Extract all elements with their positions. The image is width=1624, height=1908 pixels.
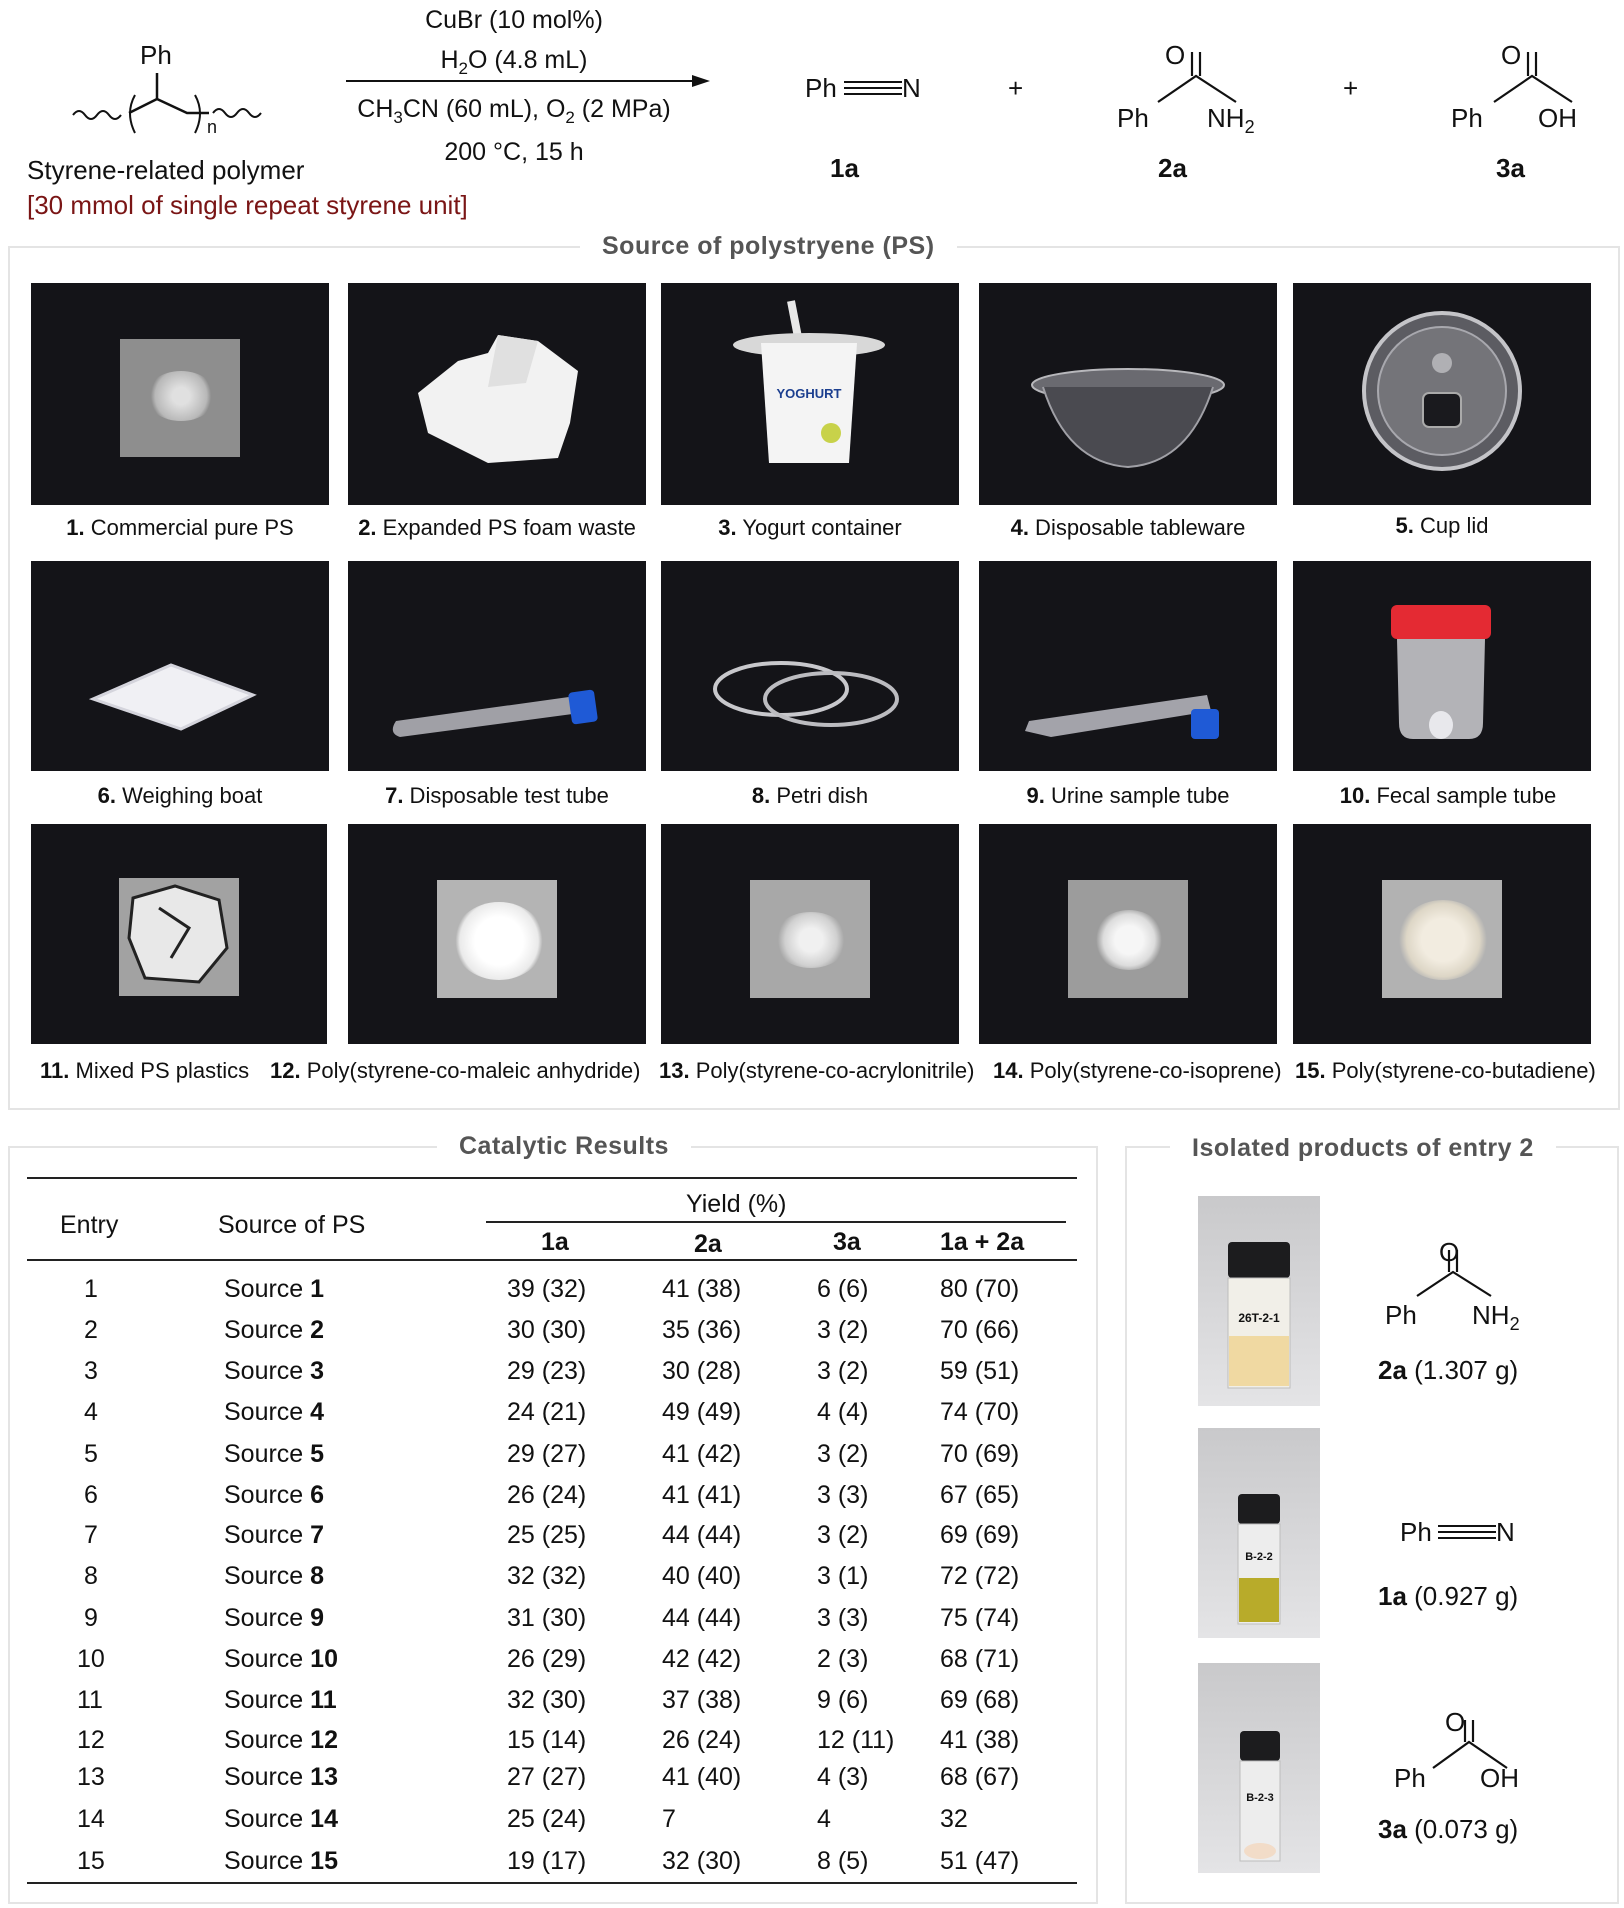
table-cell-entry: 5 xyxy=(84,1440,98,1468)
table-cell-sum: 75 (74) xyxy=(940,1604,1020,1632)
caption-source-8: 8. Petri dish xyxy=(751,783,869,808)
table-cell-source: Source 5 xyxy=(224,1440,325,1468)
caption-source-13: 13. Poly(styrene-co-acrylonitrile) xyxy=(659,1058,975,1083)
table-cell-3a: 3 (2) xyxy=(817,1357,869,1385)
photo-weighing-boat xyxy=(31,561,329,771)
table-cell-2a: 30 (28) xyxy=(662,1357,742,1385)
isolated-1a-ph: Ph xyxy=(1400,1517,1432,1547)
product-1a-ph: Ph xyxy=(805,73,837,103)
table-cell-2a: 49 (49) xyxy=(662,1398,742,1426)
caption-source-14: 14. Poly(styrene-co-isoprene) xyxy=(993,1058,1282,1083)
photo-yogurt-container xyxy=(661,283,959,505)
table-cell-sum: 51 (47) xyxy=(940,1847,1020,1875)
table-cell-1a: 27 (27) xyxy=(507,1763,587,1791)
vial-photo-1a xyxy=(1198,1428,1320,1638)
table-cell-sum: 32 xyxy=(940,1805,968,1833)
table-cell-entry: 1 xyxy=(84,1275,98,1303)
table-cell-entry: 11 xyxy=(77,1686,103,1714)
table-cell-entry: 3 xyxy=(84,1357,98,1385)
table-cell-source: Source 15 xyxy=(224,1847,338,1875)
photo-urine-sample-tube xyxy=(979,561,1277,771)
caption-source-15: 15. Poly(styrene-co-butadiene) xyxy=(1295,1058,1596,1083)
product-2a-nh2: $NH_2$ xyxy=(1207,103,1255,138)
polymer-n-label: n xyxy=(207,117,218,137)
vial-photo-2a xyxy=(1198,1196,1320,1406)
table-cell-1a: 32 (32) xyxy=(507,1562,587,1590)
polymer-name: Styrene-related polymer xyxy=(27,155,305,185)
table-cell-source: Source 3 xyxy=(224,1357,325,1385)
table-cell-1a: 15 (14) xyxy=(507,1726,587,1754)
table-cell-sum: 67 (65) xyxy=(940,1481,1020,1509)
photo-petri-dish xyxy=(661,561,959,771)
table-cell-2a: 37 (38) xyxy=(662,1686,742,1714)
table-cell-source: Source 12 xyxy=(224,1726,338,1754)
table-cell-3a: 3 (2) xyxy=(817,1316,869,1344)
table-cell-3a: 2 (3) xyxy=(817,1645,869,1673)
table-cell-3a: 12 (11) xyxy=(817,1726,895,1754)
table-cell-sum: 72 (72) xyxy=(940,1562,1020,1590)
photo-disposable-test-tube xyxy=(348,561,646,771)
photo-mixed-ps-plastics xyxy=(31,824,327,1044)
col-header-sum: 1a + 2a xyxy=(940,1228,1025,1256)
table-cell-3a: 4 (4) xyxy=(817,1398,869,1426)
isolated-3a-o: O xyxy=(1445,1707,1466,1737)
table-cell-sum: 69 (68) xyxy=(940,1686,1020,1714)
table-cell-2a: 42 (42) xyxy=(662,1645,742,1673)
table-cell-sum: 70 (66) xyxy=(940,1316,1020,1344)
caption-source-3: 3. Yogurt container xyxy=(718,515,902,540)
table-cell-2a: 44 (44) xyxy=(662,1521,742,1549)
product-2a-label: 2a xyxy=(1158,153,1187,183)
table-cell-entry: 2 xyxy=(84,1316,98,1344)
table-cell-3a: 3 (2) xyxy=(817,1440,869,1468)
col-header-2a: 2a xyxy=(694,1230,722,1258)
product-3a-ph: Ph xyxy=(1451,103,1483,133)
table-cell-3a: 9 (6) xyxy=(817,1686,869,1714)
product-3a-label: 3a xyxy=(1496,153,1525,183)
table-cell-entry: 8 xyxy=(84,1562,98,1590)
product-1a-n: N xyxy=(902,73,921,103)
photo-poly-styrene-maleic-anhydride xyxy=(348,824,646,1044)
table-cell-3a: 3 (3) xyxy=(817,1481,869,1509)
table-cell-3a: 4 xyxy=(817,1805,831,1833)
table-cell-2a: 26 (24) xyxy=(662,1726,742,1754)
col-header-3a: 3a xyxy=(833,1228,861,1256)
product-3a-o: O xyxy=(1501,40,1522,70)
caption-source-11: 11. Mixed PS plastics xyxy=(40,1058,250,1083)
reaction-arrow xyxy=(344,74,714,88)
product-2a-o: O xyxy=(1165,40,1186,70)
isolated-products-title: Isolated products of entry 2 xyxy=(1170,1134,1556,1163)
table-cell-1a: 31 (30) xyxy=(507,1604,587,1632)
photo-poly-styrene-isoprene xyxy=(979,824,1277,1044)
table-cell-entry: 10 xyxy=(77,1645,105,1673)
plus-sign: + xyxy=(1343,73,1359,103)
col-header-yield: Yield (%) xyxy=(686,1190,787,1218)
table-cell-2a: 41 (42) xyxy=(662,1440,742,1468)
triple-bond-icon xyxy=(1438,1522,1498,1542)
condition-catalyst: CuBr (10 mol%) xyxy=(425,6,603,34)
condition-solvent: $CH_3CN$ (60 mL), $O_2$ (2 MPa) xyxy=(357,95,671,127)
table-cell-1a: 39 (32) xyxy=(507,1275,587,1303)
table-cell-1a: 24 (21) xyxy=(507,1398,587,1426)
table-cell-entry: 14 xyxy=(77,1805,105,1833)
product-1a-label: 1a xyxy=(830,153,859,183)
table-cell-sum: 69 (69) xyxy=(940,1521,1020,1549)
vial-label-3a: B-2-3 xyxy=(1246,1792,1274,1804)
condition-water: $H_2O$ (4.8 mL) xyxy=(440,46,588,78)
isolated-3a-oh: OH xyxy=(1480,1763,1519,1793)
table-cell-entry: 4 xyxy=(84,1398,98,1426)
table-cell-entry: 12 xyxy=(77,1726,105,1754)
caption-source-10: 10. Fecal sample tube xyxy=(1339,783,1557,808)
polymer-ph-label: Ph xyxy=(140,40,172,70)
isolated-3a-mass: 3a (0.073 g) xyxy=(1378,1814,1519,1844)
table-cell-2a: 35 (36) xyxy=(662,1316,742,1344)
isolated-1a-mass: 1a (0.927 g) xyxy=(1378,1581,1519,1611)
table-cell-sum: 80 (70) xyxy=(940,1275,1020,1303)
table-cell-3a: 4 (3) xyxy=(817,1763,869,1791)
table-cell-1a: 26 (24) xyxy=(507,1481,587,1509)
table-cell-1a: 29 (23) xyxy=(507,1357,587,1385)
polymer-note: [30 mmol of single repeat styrene unit] xyxy=(27,190,468,220)
photo-poly-styrene-butadiene xyxy=(1293,824,1591,1044)
table-cell-1a: 19 (17) xyxy=(507,1847,587,1875)
yogurt-label: YOGHURT xyxy=(776,386,842,401)
product-3a-oh: OH xyxy=(1538,103,1577,133)
caption-source-9: 9. Urine sample tube xyxy=(1026,783,1230,808)
plus-sign: + xyxy=(1008,73,1024,103)
vial-label-2a: 26T-2-1 xyxy=(1238,1311,1280,1325)
vial-photo-3a xyxy=(1198,1663,1320,1873)
table-cell-sum: 59 (51) xyxy=(940,1357,1020,1385)
table-cell-3a: 3 (3) xyxy=(817,1604,869,1632)
table-cell-source: Source 1 xyxy=(224,1275,325,1303)
table-cell-sum: 68 (71) xyxy=(940,1645,1020,1673)
catalytic-results-title: Catalytic Results xyxy=(437,1132,691,1161)
photo-poly-styrene-acrylonitrile xyxy=(661,824,959,1044)
table-cell-1a: 26 (29) xyxy=(507,1645,587,1673)
photo-commercial-pure-ps xyxy=(31,283,329,505)
table-cell-source: Source 2 xyxy=(224,1316,325,1344)
isolated-3a-ph: Ph xyxy=(1394,1763,1426,1793)
photo-disposable-tableware xyxy=(979,283,1277,505)
table-cell-2a: 32 (30) xyxy=(662,1847,742,1875)
table-cell-source: Source 13 xyxy=(224,1763,338,1791)
table-cell-1a: 29 (27) xyxy=(507,1440,587,1468)
table-cell-3a: 3 (2) xyxy=(817,1521,869,1549)
table-cell-2a: 41 (40) xyxy=(662,1763,742,1791)
table-cell-sum: 74 (70) xyxy=(940,1398,1020,1426)
table-cell-3a: 6 (6) xyxy=(817,1275,869,1303)
table-cell-2a: 44 (44) xyxy=(662,1604,742,1632)
table-cell-2a: 7 xyxy=(662,1805,676,1833)
photo-fecal-sample-tube xyxy=(1293,561,1591,771)
table-cell-entry: 7 xyxy=(84,1521,98,1549)
col-header-entry: Entry xyxy=(60,1211,119,1239)
table-cell-entry: 9 xyxy=(84,1604,98,1632)
isolated-1a-n: N xyxy=(1496,1517,1515,1547)
table-cell-sum: 41 (38) xyxy=(940,1726,1020,1754)
table-cell-1a: 25 (25) xyxy=(507,1521,587,1549)
isolated-2a-o: O xyxy=(1439,1237,1460,1267)
isolated-2a-ph: Ph xyxy=(1385,1300,1417,1330)
table-cell-source: Source 14 xyxy=(224,1805,338,1833)
caption-source-5: 5. Cup lid xyxy=(1395,513,1489,538)
table-cell-2a: 41 (38) xyxy=(662,1275,742,1303)
table-cell-1a: 25 (24) xyxy=(507,1805,587,1833)
table-cell-sum: 68 (67) xyxy=(940,1763,1020,1791)
vial-label-1a: B-2-2 xyxy=(1245,1551,1273,1563)
table-cell-source: Source 11 xyxy=(224,1686,337,1714)
table-bottom-rule xyxy=(27,1882,1077,1884)
caption-source-1: 1. Commercial pure PS xyxy=(66,515,294,540)
table-cell-1a: 30 (30) xyxy=(507,1316,587,1344)
col-header-source: Source of PS xyxy=(218,1211,366,1239)
photo-cup-lid xyxy=(1293,283,1591,505)
table-cell-source: Source 10 xyxy=(224,1645,338,1673)
caption-source-4: 4. Disposable tableware xyxy=(1010,515,1246,540)
table-cell-entry: 6 xyxy=(84,1481,98,1509)
yield-rule xyxy=(486,1221,1066,1223)
table-cell-entry: 15 xyxy=(77,1847,105,1875)
table-cell-3a: 3 (1) xyxy=(817,1562,869,1590)
table-cell-1a: 32 (30) xyxy=(507,1686,587,1714)
table-cell-2a: 41 (41) xyxy=(662,1481,742,1509)
table-cell-sum: 70 (69) xyxy=(940,1440,1020,1468)
table-top-rule xyxy=(27,1177,1077,1179)
table-cell-source: Source 9 xyxy=(224,1604,325,1632)
caption-source-2: 2. Expanded PS foam waste xyxy=(358,515,636,540)
table-cell-2a: 40 (40) xyxy=(662,1562,742,1590)
table-cell-source: Source 6 xyxy=(224,1481,325,1509)
product-2a-ph: Ph xyxy=(1117,103,1149,133)
table-cell-source: Source 8 xyxy=(224,1562,325,1590)
table-cell-source: Source 7 xyxy=(224,1521,325,1549)
photo-expanded-ps-foam xyxy=(348,283,646,505)
table-cell-entry: 13 xyxy=(77,1763,105,1791)
caption-source-6: 6. Weighing boat xyxy=(97,783,263,808)
table-cell-source: Source 4 xyxy=(224,1398,325,1426)
condition-temperature: 200 °C, 15 h xyxy=(444,138,584,166)
caption-source-12: 12. Poly(styrene-co-maleic anhydride) xyxy=(270,1058,641,1083)
caption-source-7: 7. Disposable test tube xyxy=(385,783,609,808)
table-header-rule xyxy=(27,1259,1077,1261)
isolated-2a-mass: 2a (1.307 g) xyxy=(1378,1355,1519,1385)
triple-bond-icon xyxy=(844,78,904,98)
isolated-2a-nh2: $NH_2$ xyxy=(1472,1300,1520,1335)
col-header-1a: 1a xyxy=(541,1228,569,1256)
table-cell-3a: 8 (5) xyxy=(817,1847,869,1875)
sources-panel-title: Source of polystryene (PS) xyxy=(580,232,957,261)
